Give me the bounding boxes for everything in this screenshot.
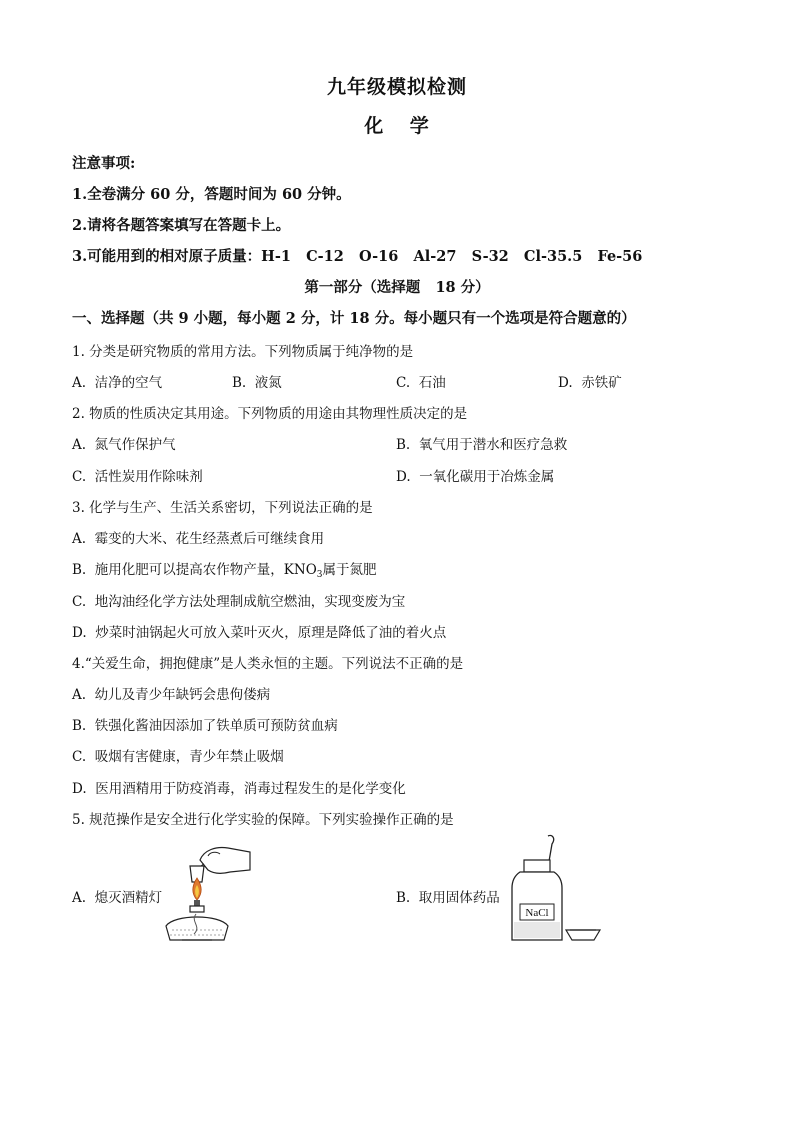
bottle-label: NaCl [525,907,549,919]
q4-option-d: D. 医用酒精用于防疫消毒，消毒过程发生的是化学变化 [72,781,406,797]
q1-option-c: C. 石油 [396,375,446,391]
notice-item-3: 3.可能用到的相对原子质量：H-1 C-12 O-16 Al-27 S-32 Cl-35.5 Fe-56 [72,248,643,265]
section-title: 一、选择题（共 9 小题，每小题 2 分，计 18 分。每小题只有一个选项是符合题意的） [72,310,636,327]
q3-option-b-subscript: 3 [316,570,323,580]
q1-stem: 1. 分类是研究物质的常用方法。下列物质属于纯净物的是 [72,344,414,360]
q4-stem: 4.“关爱生命，拥抱健康”是人类永恒的主题。下列说法不正确的是 [72,656,464,672]
q3-option-b [72,558,377,580]
q4-option-b: B. 铁强化酱油因添加了铁单质可预防贫血病 [72,718,338,734]
notice-heading: 注意事项: [72,155,136,172]
q3-option-c: C. 地沟油经化学方法处理制成航空燃油，实现变废为宝 [72,594,406,610]
q2-option-a: A. 氮气作保护气 [72,437,176,453]
q3-option-b-text: B. 施用化肥可以提高农作物产量，KNO [72,562,317,578]
notice-item-2: 2.请将各题答案填写在答题卡上。 [72,217,291,234]
exam-title: 九年级模拟检测 [326,76,467,98]
q1-option-a: A. 洁净的空气 [72,375,163,391]
q3-option-b-suffix: 属于氮肥 [322,562,377,578]
q1-option-d: D. 赤铁矿 [558,375,622,391]
q2-stem: 2. 物质的性质决定其用途。下列物质的用途由其物理性质决定的是 [72,406,468,422]
q5-option-a: A. 熄灭酒精灯 [72,890,163,906]
notice-item-1: 1.全卷满分 60 分，答题时间为 60 分钟。 [72,186,351,203]
q2-option-c: C. 活性炭用作除味剂 [72,469,203,485]
q4-option-a: A. 幼儿及青少年缺钙会患佝偻病 [72,687,271,703]
q5-option-b: B. 取用固体药品 [396,890,500,906]
reagent-bottle-illustration [500,832,610,946]
q2-option-d: D. 一氧化碳用于冶炼金属 [396,469,555,485]
part1-title: 第一部分（选择题 18 分） [304,279,490,296]
q3-option-a: A. 霉变的大米、花生经蒸煮后可继续食用 [72,531,325,547]
q3-option-d: D. 炒菜时油锅起火可放入菜叶灭火，原理是降低了油的着火点 [72,625,447,641]
q4-option-c: C. 吸烟有害健康，青少年禁止吸烟 [72,749,284,765]
q5-stem: 5. 规范操作是安全进行化学实验的保障。下列实验操作正确的是 [72,812,454,828]
q3-stem: 3. 化学与生产、生活关系密切，下列说法正确的是 [72,500,373,516]
alcohol-lamp-illustration [160,838,260,946]
q1-option-b: B. 液氮 [232,375,282,391]
exam-subject: 化 学 [364,115,430,137]
q2-option-b: B. 氧气用于潜水和医疗急救 [396,437,568,453]
